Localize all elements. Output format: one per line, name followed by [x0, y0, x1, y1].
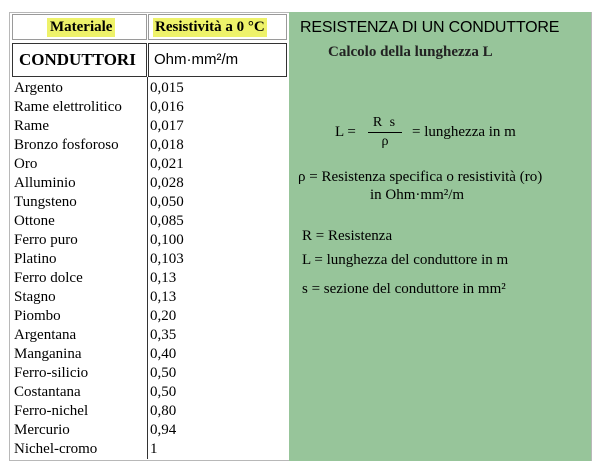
material-name: Ferro dolce	[14, 270, 83, 286]
material-name: Ferro-nichel	[14, 403, 89, 419]
formula-rhs: = lunghezza in m	[412, 124, 516, 140]
material-resistivity: 0,13	[150, 289, 177, 305]
material-resistivity: 0,35	[150, 327, 177, 343]
rho-definition: ρ = Resistenza specifica o resistività (ro)	[298, 169, 543, 185]
material-resistivity: 0,085	[150, 213, 184, 229]
column-divider	[147, 77, 148, 459]
material-resistivity: 0,94	[150, 422, 177, 438]
s-definition: s = sezione del conduttore in mm²	[302, 281, 506, 297]
material-name: Alluminio	[14, 175, 76, 191]
material-name: Ferro-silicio	[14, 365, 89, 381]
material-name: Costantana	[14, 384, 81, 400]
material-resistivity: 1	[150, 441, 158, 457]
material-name: Rame	[14, 118, 49, 134]
material-resistivity: 0,050	[150, 194, 184, 210]
material-resistivity: 0,017	[150, 118, 184, 134]
material-resistivity: 0,028	[150, 175, 184, 191]
material-resistivity: 0,103	[150, 251, 184, 267]
header-materiale-cell	[12, 14, 147, 40]
formula-denominator: ρ	[381, 134, 389, 149]
material-name: Platino	[14, 251, 57, 267]
panel-title: RESISTENZA DI UN CONDUTTORE	[300, 19, 560, 36]
material-name: Bronzo fosforoso	[14, 137, 119, 153]
material-resistivity: 0,80	[150, 403, 177, 419]
material-name: Argento	[14, 80, 63, 96]
header-resistivita: Resistività a 0 °C	[155, 19, 265, 35]
material-resistivity: 0,021	[150, 156, 184, 172]
formula-lhs: L =	[335, 124, 356, 140]
material-resistivity: 0,50	[150, 365, 177, 381]
material-name: Piombo	[14, 308, 61, 324]
panel-subtitle: Calcolo della lunghezza L	[328, 44, 493, 60]
material-resistivity: 0,018	[150, 137, 184, 153]
formula-panel	[289, 12, 591, 461]
formula-fraction	[368, 115, 402, 150]
header-resistivita-cell	[148, 14, 287, 40]
material-name: Mercurio	[14, 422, 70, 438]
material-name: Rame elettrolitico	[14, 99, 122, 115]
material-resistivity: 0,50	[150, 384, 177, 400]
material-name: Stagno	[14, 289, 56, 305]
r-definition: R = Resistenza	[302, 228, 393, 244]
material-name: Ottone	[14, 213, 55, 229]
material-resistivity: 0,016	[150, 99, 184, 115]
resistivity-values-column	[150, 79, 184, 459]
subheader-conduttori: CONDUTTORI	[12, 43, 147, 77]
material-name: Tungsteno	[14, 194, 77, 210]
material-name: Ferro puro	[14, 232, 78, 248]
header-materiale: Materiale	[47, 18, 115, 37]
material-resistivity: 0,20	[150, 308, 177, 324]
formula-numerator: R s	[368, 115, 402, 133]
l-definition: L = lunghezza del conduttore in m	[302, 252, 509, 268]
material-name: Nichel-cromo	[14, 441, 98, 457]
material-names-column	[14, 79, 122, 459]
subheader-unit: Ohm·mm²/m	[148, 43, 287, 77]
material-resistivity: 0,40	[150, 346, 177, 362]
material-resistivity: 0,015	[150, 80, 184, 96]
material-resistivity: 0,100	[150, 232, 184, 248]
material-name: Argentana	[14, 327, 77, 343]
rho-unit: in Ohm·mm²/m	[370, 187, 465, 203]
material-resistivity: 0,13	[150, 270, 177, 286]
material-name: Manganina	[14, 346, 82, 362]
material-name: Oro	[14, 156, 38, 172]
